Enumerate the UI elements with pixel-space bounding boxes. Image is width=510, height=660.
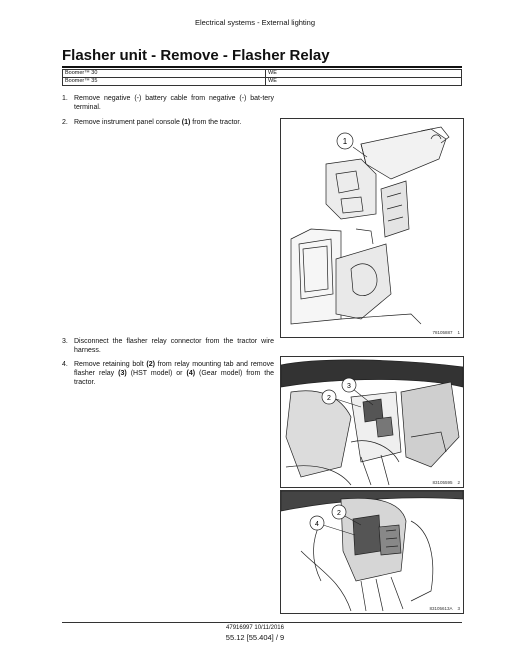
figure-caption — [432, 480, 460, 485]
step-2 — [62, 118, 274, 127]
figure-id: 83105613A — [429, 606, 453, 611]
model-cell: Boomer™ 35 — [63, 78, 266, 86]
callout-number: 4 — [315, 521, 319, 528]
step-text-part: Remove retaining bolt — [74, 361, 147, 368]
step-text — [74, 118, 274, 127]
document-id: 47916997 10/11/2016 — [226, 625, 284, 631]
footer-rule — [62, 622, 462, 623]
callout-number: 2 — [327, 395, 331, 402]
hst-relay-illustration — [281, 357, 463, 487]
step-text-part: (HST model) or — [126, 370, 187, 377]
callout-number: 3 — [347, 383, 351, 390]
step-text-part: from the tractor. — [190, 119, 242, 126]
figure-id: 83105595 — [432, 480, 453, 485]
callout-ref: (4) — [186, 370, 196, 377]
step-number: 3. — [62, 338, 68, 345]
region-cell: WE — [266, 78, 462, 86]
step-text: Remove negative (-) battery cable from negative (-) bat-tery terminal. — [74, 95, 274, 111]
callout-ref: (3) — [118, 370, 127, 377]
console-illustration — [281, 119, 463, 337]
figure-number: 3 — [457, 606, 460, 611]
figure-id: 78105887 — [432, 330, 453, 335]
step-1 — [62, 94, 274, 112]
figure-3 — [280, 490, 464, 614]
page-number: 55.12 [55.404] / 9 — [225, 633, 285, 642]
step-text-part: from relay mounting tab and remove flasher relay — [74, 361, 274, 377]
model-table — [62, 69, 462, 86]
step-text — [74, 360, 274, 387]
title-rule — [62, 66, 462, 68]
step-text-part: (Gear model) from the tractor. — [74, 370, 274, 386]
region-cell: WE — [266, 70, 462, 78]
figure-number: 2 — [457, 480, 460, 485]
figure-caption — [432, 330, 460, 335]
figure-2 — [280, 356, 464, 488]
figure-caption — [429, 606, 460, 611]
table-row — [63, 70, 462, 78]
callout-number: 2 — [337, 510, 341, 517]
callout-ref: (2) — [146, 361, 155, 368]
step-text: Disconnect the flasher relay connector from the tractor wire harness. — [74, 338, 274, 354]
model-cell: Boomer™ 30 — [63, 70, 266, 78]
callout-ref: (1) — [181, 119, 191, 126]
table-row — [63, 78, 462, 86]
step-4 — [62, 360, 274, 387]
step-number: 2. — [62, 119, 68, 126]
callout-number: 1 — [342, 137, 348, 146]
page-title: Flasher unit - Remove - Flasher Relay — [62, 47, 330, 64]
step-3 — [62, 337, 274, 355]
gear-relay-illustration — [281, 491, 463, 613]
figure-number: 1 — [457, 330, 460, 335]
step-number: 1. — [62, 95, 68, 102]
figure-1 — [280, 118, 464, 338]
step-number: 4. — [62, 361, 68, 368]
page-header: Electrical systems - External lighting — [194, 18, 316, 27]
step-text-part: Remove instrument panel console — [74, 119, 182, 126]
